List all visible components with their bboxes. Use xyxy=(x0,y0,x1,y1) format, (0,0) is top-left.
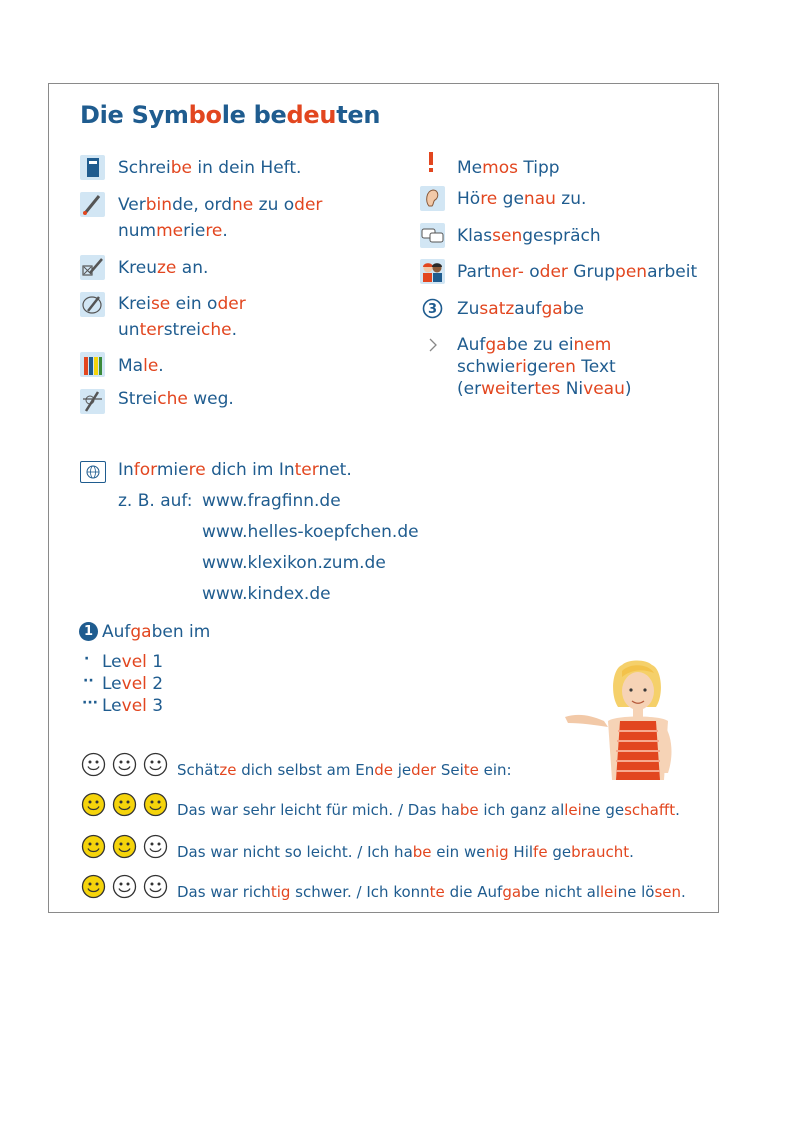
text-segment: Krei xyxy=(118,294,151,314)
text-segment: ze xyxy=(219,761,237,779)
text-segment: schwie xyxy=(457,357,516,377)
text-segment: ga xyxy=(130,622,152,642)
text-segment: re xyxy=(480,189,498,209)
level-badge-icon: 1 xyxy=(79,622,98,641)
text-segment: 1 xyxy=(146,652,164,672)
exclamation-icon xyxy=(420,150,445,175)
text-segment: ge xyxy=(526,357,549,377)
text-segment: Auf xyxy=(457,335,486,355)
text-segment: . xyxy=(231,320,238,340)
circled-three-icon xyxy=(420,296,445,321)
text-segment: Das war nicht so leicht. / Ich ha xyxy=(177,843,413,861)
title-segment: deu xyxy=(286,101,337,129)
text-segment: 2 xyxy=(146,674,164,694)
text-segment: In xyxy=(118,460,134,480)
legend-harder-text-label-line3 xyxy=(457,379,632,399)
text-segment: ne lö xyxy=(617,883,655,901)
text-segment: . xyxy=(629,843,634,861)
text-segment: schafft xyxy=(624,801,676,819)
title-segment: ten xyxy=(336,101,381,129)
text-segment: ri xyxy=(515,357,527,377)
page-title xyxy=(80,101,380,129)
legend-cross-label xyxy=(118,258,208,278)
text-segment: die Auf xyxy=(444,883,503,901)
text-segment: der xyxy=(411,761,437,779)
text-segment: strei xyxy=(163,320,202,340)
text-segment: . xyxy=(675,801,680,819)
text-segment: ge xyxy=(547,843,572,861)
text-segment: der xyxy=(217,294,246,314)
text-segment: vel xyxy=(121,696,147,716)
text-segment: braucht xyxy=(571,843,630,861)
text-segment: Part xyxy=(457,262,491,282)
title-segment: le be xyxy=(221,101,287,129)
text-segment: be xyxy=(459,801,479,819)
text-segment: weg. xyxy=(187,389,234,409)
text-segment: ein: xyxy=(478,761,512,779)
text-segment: bin xyxy=(145,195,173,215)
text-segment: Strei xyxy=(118,389,158,409)
smiley-outline-icon xyxy=(81,752,106,777)
text-segment: mos xyxy=(482,158,518,178)
rating-text xyxy=(177,801,680,819)
text-segment: beit xyxy=(664,262,698,282)
text-segment: ga xyxy=(541,299,563,319)
text-segment: der xyxy=(294,195,323,215)
smiley-outline-icon xyxy=(143,874,168,899)
text-segment: Ni xyxy=(560,379,584,399)
text-segment: ze xyxy=(157,258,177,278)
smiley-outline-icon xyxy=(112,752,137,777)
text-segment: Auf xyxy=(102,622,131,642)
text-segment: ne xyxy=(232,195,254,215)
smiley-filled-icon xyxy=(143,792,168,817)
legend-connect-label-line2 xyxy=(118,221,228,241)
text-segment: de xyxy=(374,761,393,779)
speech-bubbles-icon xyxy=(420,223,445,248)
text-segment: . xyxy=(222,221,228,241)
smiley-outline-icon xyxy=(143,834,168,859)
text-segment: re xyxy=(205,221,223,241)
text-segment: ter xyxy=(139,320,164,340)
girl-illustration xyxy=(560,655,715,780)
text-segment: te xyxy=(463,761,479,779)
text-segment: ner- xyxy=(490,262,524,282)
level-1-dots: · xyxy=(84,651,90,667)
text-segment: Me xyxy=(457,158,483,178)
text-segment: satz xyxy=(479,299,515,319)
pencil-connect-icon xyxy=(80,192,105,217)
text-segment: o xyxy=(523,262,540,282)
text-segment: be zu ei xyxy=(506,335,574,355)
text-segment: se xyxy=(150,294,171,314)
ear-icon xyxy=(420,186,445,211)
text-segment: Text xyxy=(575,357,616,377)
text-segment: ga xyxy=(485,335,507,355)
colored-pencils-icon xyxy=(80,352,105,377)
text-segment: zu o xyxy=(253,195,295,215)
level-2-label xyxy=(102,674,163,694)
rating-text xyxy=(177,843,634,861)
legend-strike-label xyxy=(118,389,234,409)
text-segment: vel xyxy=(121,652,147,672)
text-segment: ar xyxy=(647,262,665,282)
level-3-dots: ··· xyxy=(82,695,98,711)
text-segment: . xyxy=(681,883,686,901)
link-fragfinn[interactable]: www.fragfinn.de xyxy=(202,491,341,511)
text-segment: Ma xyxy=(118,356,144,376)
text-segment: Sei xyxy=(436,761,464,779)
levels-heading xyxy=(102,622,210,642)
level-2-dots: ·· xyxy=(83,673,94,689)
text-segment: Tipp xyxy=(517,158,560,178)
text-segment: me xyxy=(156,221,184,241)
svg-text:3: 3 xyxy=(427,302,438,317)
text-segment: ) xyxy=(624,379,632,399)
text-segment: che xyxy=(157,389,188,409)
smiley-outline-icon xyxy=(112,874,137,899)
text-segment: tig xyxy=(270,883,291,901)
smiley-filled-icon xyxy=(81,834,106,859)
smiley-filled-icon xyxy=(81,874,106,899)
rating-text xyxy=(177,883,686,901)
chevron-right-icon xyxy=(420,333,445,358)
text-segment: ein we xyxy=(431,843,486,861)
text-segment: veau xyxy=(583,379,625,399)
text-segment: Schät xyxy=(177,761,220,779)
title-segment: Die Sym xyxy=(80,101,189,129)
text-segment: je xyxy=(392,761,412,779)
text-segment: Zu xyxy=(457,299,480,319)
legend-harder-text-label xyxy=(457,335,611,355)
text-segment: ne ge xyxy=(581,801,625,819)
text-segment: che xyxy=(201,320,232,340)
text-segment: pen xyxy=(615,262,648,282)
text-segment: nem xyxy=(573,335,612,355)
legend-listen-label xyxy=(457,189,586,209)
text-segment: Le xyxy=(102,674,122,694)
text-segment: Ver xyxy=(118,195,146,215)
smiley-filled-icon xyxy=(81,792,106,817)
circle-pen-icon xyxy=(80,292,105,317)
text-segment: ge xyxy=(497,189,524,209)
text-segment: mie xyxy=(156,460,189,480)
text-segment: . xyxy=(158,356,164,376)
link-klexikon[interactable]: www.klexikon.zum.de xyxy=(202,553,386,573)
text-segment: ein o xyxy=(170,294,218,314)
text-segment: dich im In xyxy=(205,460,295,480)
eraser-strike-icon xyxy=(80,389,105,414)
text-segment: an. xyxy=(176,258,209,278)
text-segment: tes xyxy=(534,379,561,399)
text-segment: 3 xyxy=(146,696,164,716)
text-segment: ben im xyxy=(151,622,211,642)
internet-prefix: z. B. auf: xyxy=(118,491,193,511)
text-segment: be xyxy=(562,299,584,319)
notebook-icon xyxy=(80,155,105,180)
text-segment: vel xyxy=(121,674,147,694)
text-segment: wei xyxy=(481,379,511,399)
text-segment: spräch xyxy=(543,226,601,246)
smiley-outline-icon xyxy=(143,752,168,777)
text-segment: (er xyxy=(457,379,482,399)
text-segment: Schrei xyxy=(118,158,171,178)
text-segment: Le xyxy=(102,696,122,716)
text-segment: dich selbst am En xyxy=(236,761,375,779)
text-segment: ga xyxy=(502,883,522,901)
text-segment: sen xyxy=(492,226,523,246)
legend-connect-label xyxy=(118,195,322,215)
text-segment: ge xyxy=(522,226,544,246)
legend-circle-label-line2 xyxy=(118,320,237,340)
text-segment: re xyxy=(188,460,206,480)
text-segment: zu. xyxy=(555,189,587,209)
internet-label xyxy=(118,460,352,480)
rating-text xyxy=(177,761,512,779)
level-3-label xyxy=(102,696,163,716)
text-segment: Hö xyxy=(457,189,481,209)
text-segment: lei xyxy=(600,883,618,901)
text-segment: der xyxy=(539,262,568,282)
text-segment: rie xyxy=(183,221,206,241)
legend-paint-label xyxy=(118,356,164,376)
text-segment: be nicht al xyxy=(521,883,600,901)
legend-tip-label xyxy=(457,158,560,178)
text-segment: te xyxy=(429,883,445,901)
cross-mark-icon xyxy=(80,255,105,280)
text-segment: ich ganz al xyxy=(478,801,565,819)
legend-harder-text-label-line2 xyxy=(457,357,616,377)
text-segment: ter xyxy=(294,460,319,480)
text-segment: net. xyxy=(318,460,352,480)
link-helles-koepfchen[interactable]: www.helles-koepfchen.de xyxy=(202,522,419,542)
text-segment: be xyxy=(412,843,432,861)
level-1-label xyxy=(102,652,163,672)
text-segment: schwer. / Ich konn xyxy=(290,883,430,901)
partners-icon xyxy=(420,259,445,284)
legend-class-talk-label xyxy=(457,226,601,246)
text-segment: ren xyxy=(548,357,576,377)
link-kindex[interactable]: www.kindex.de xyxy=(202,584,331,604)
text-segment: Kreu xyxy=(118,258,157,278)
title-segment: bo xyxy=(188,101,222,129)
text-segment: de, ord xyxy=(172,195,233,215)
text-segment: nau xyxy=(523,189,556,209)
text-segment: num xyxy=(118,221,157,241)
text-segment: Das war sehr leicht für mich. / Das ha xyxy=(177,801,460,819)
legend-write-label xyxy=(118,158,301,178)
text-segment: le xyxy=(143,356,159,376)
text-segment: un xyxy=(118,320,140,340)
text-segment: ter xyxy=(510,379,535,399)
globe-icon xyxy=(80,461,106,483)
text-segment: fe xyxy=(533,843,548,861)
text-segment: be xyxy=(170,158,192,178)
text-segment: auf xyxy=(514,299,542,319)
legend-extra-task-label xyxy=(457,299,584,319)
text-segment: in dein Heft. xyxy=(191,158,302,178)
text-segment: for xyxy=(133,460,157,480)
text-segment: sen xyxy=(654,883,681,901)
text-segment: Klas xyxy=(457,226,493,246)
legend-circle-label xyxy=(118,294,246,314)
text-segment: Le xyxy=(102,652,122,672)
text-segment: Das war rich xyxy=(177,883,271,901)
text-segment: lei xyxy=(564,801,582,819)
smiley-filled-icon xyxy=(112,834,137,859)
text-segment: nig xyxy=(485,843,509,861)
text-segment: Hil xyxy=(508,843,534,861)
smiley-filled-icon xyxy=(112,792,137,817)
legend-partner-label xyxy=(457,262,697,282)
text-segment: Grup xyxy=(567,262,616,282)
